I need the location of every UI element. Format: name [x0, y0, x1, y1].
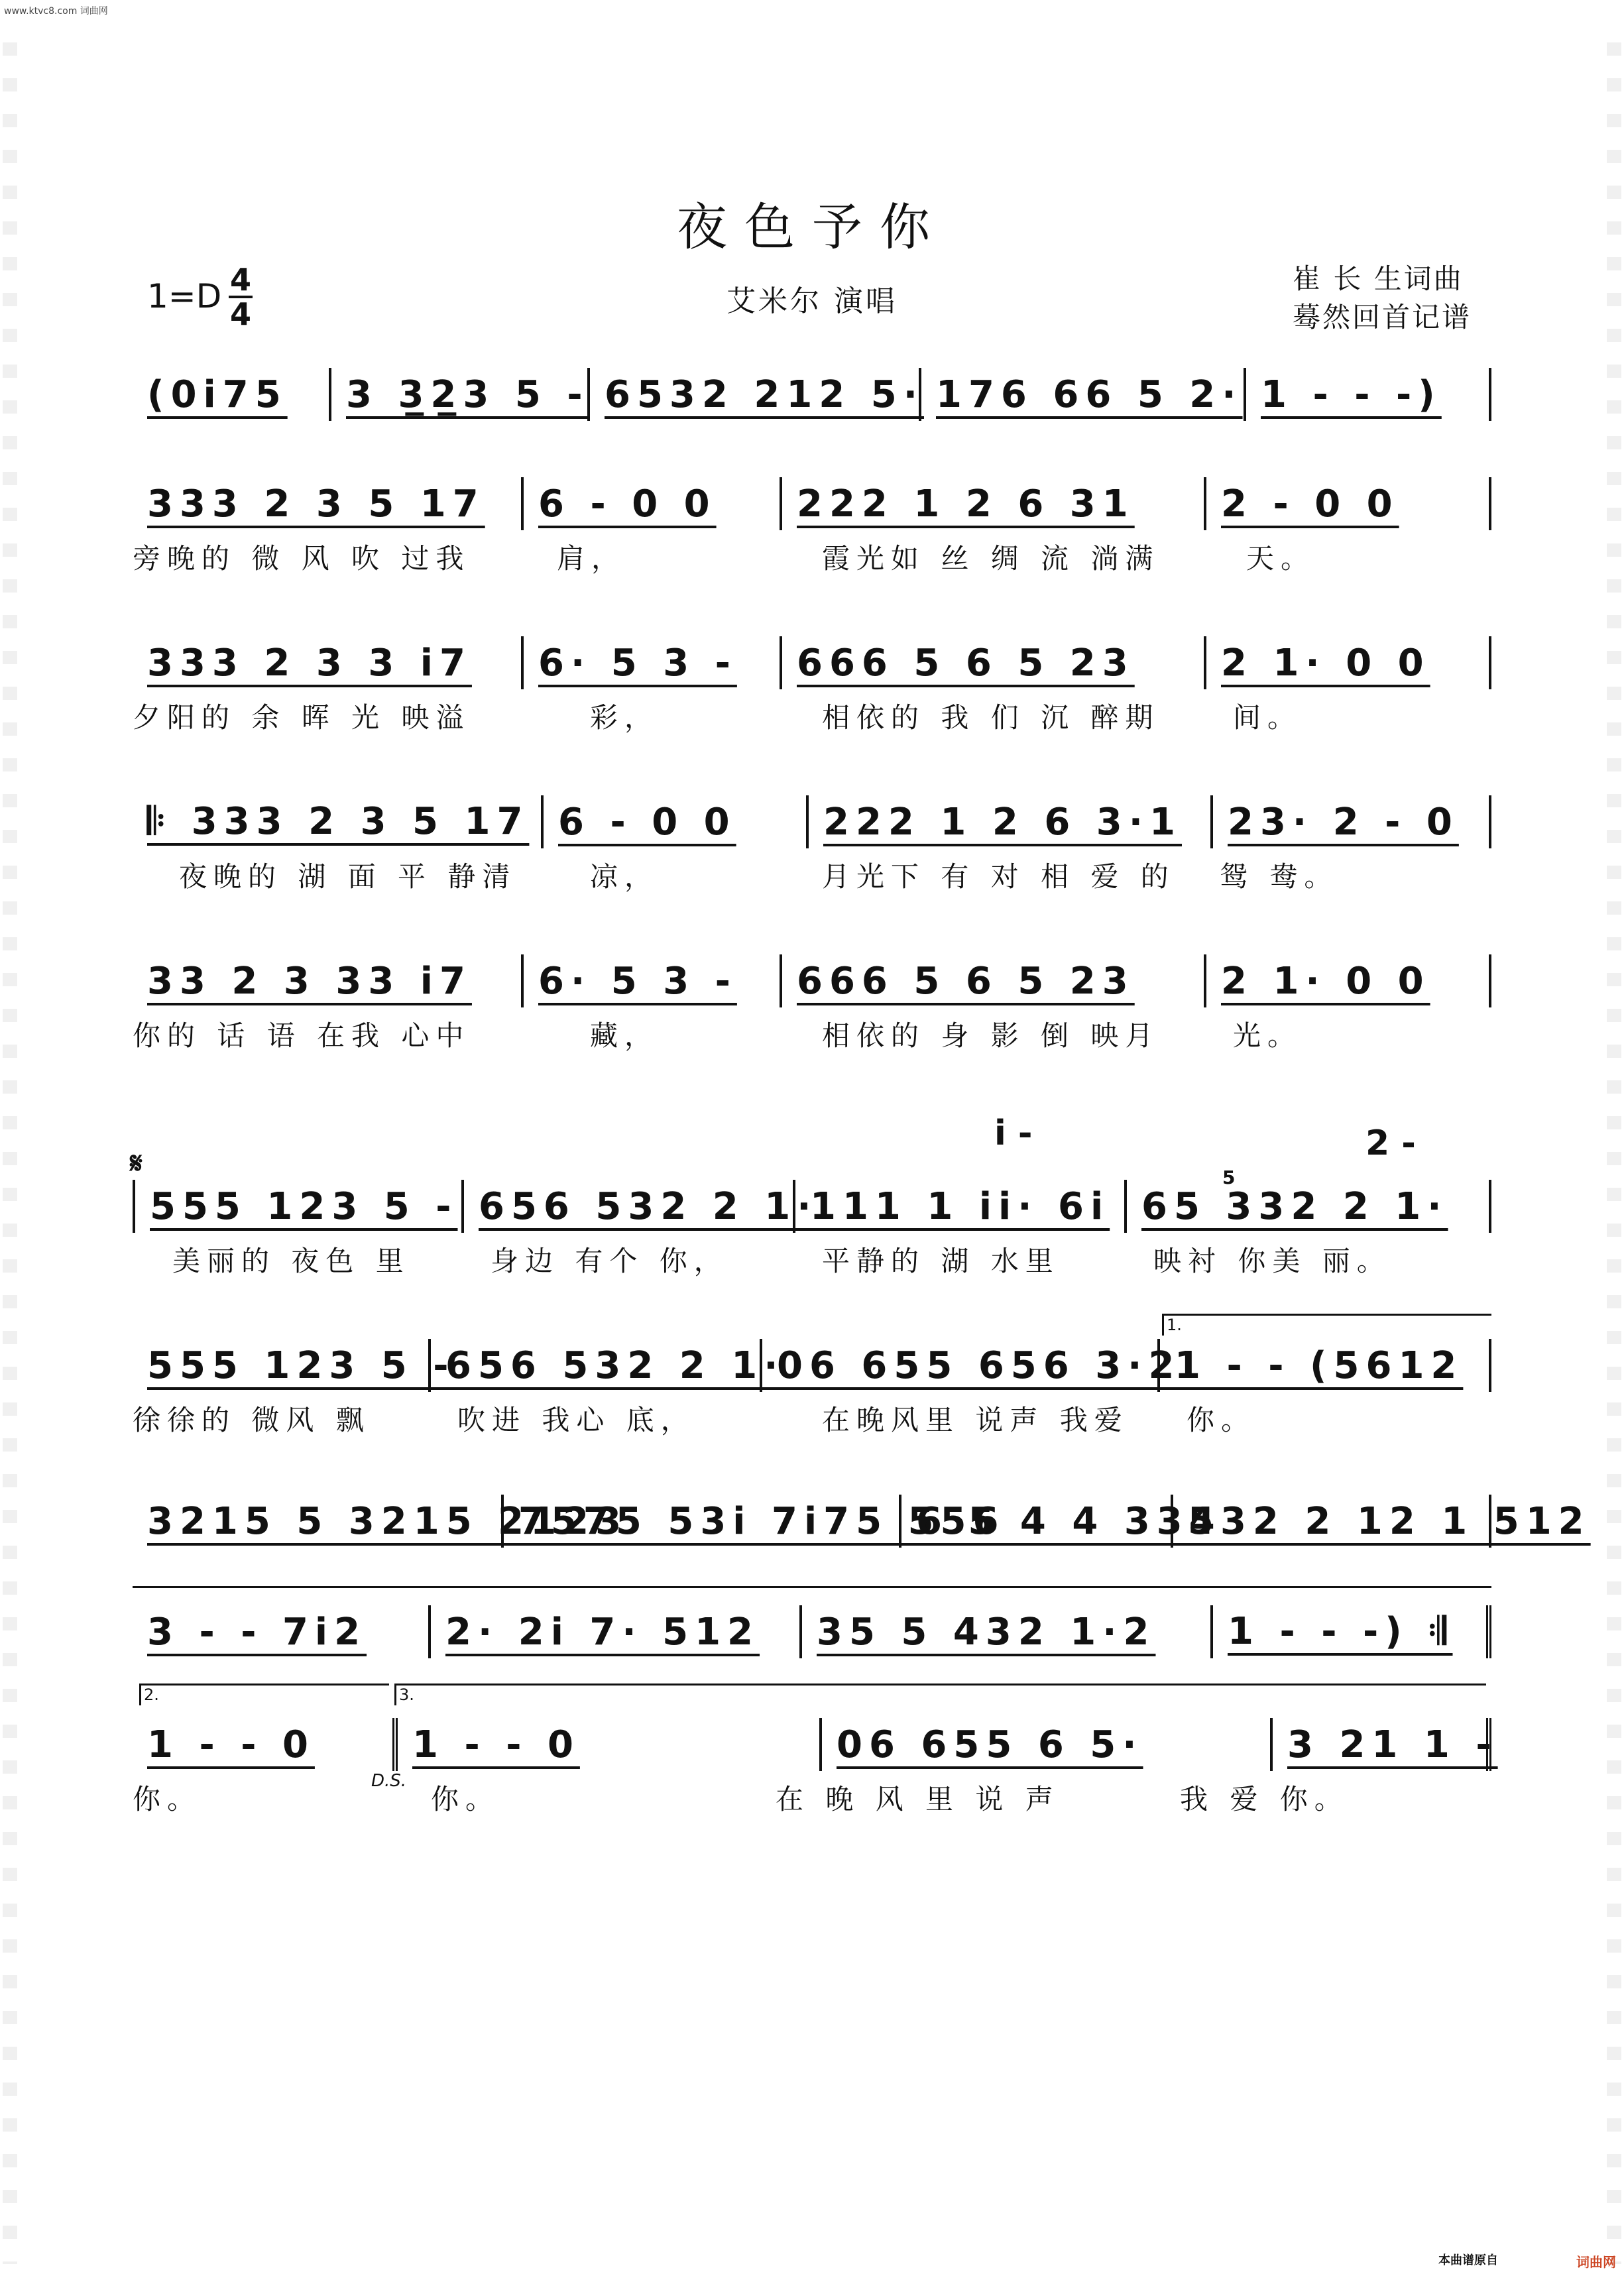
score-system [133, 795, 1491, 895]
lyric-line: 你的 话 语 在我 心中 [133, 1019, 471, 1052]
measure: 1 - - 0 [412, 1723, 580, 1766]
lyric-line: 旁晚的 微 风 吹 过我 [133, 542, 471, 575]
score-system [133, 477, 1491, 577]
lyric-line: 藏， [590, 1019, 660, 1052]
time-denominator: 4 [229, 296, 251, 332]
lyric-line: 身边 有个 你， [491, 1245, 728, 1277]
score-system [133, 368, 1491, 421]
lyric-line: 夜晚的 湖 面 平 静清 [179, 860, 517, 893]
lyric-line: 在晚风里 说声 我爱 [822, 1404, 1129, 1436]
lyric-line: 我 爱 你。 [1180, 1783, 1349, 1815]
lyric-line: 平静的 湖 水里 [822, 1245, 1060, 1277]
measure: 656 532 2 1· [479, 1184, 818, 1228]
measure: 33 2 3 33 i7 [147, 959, 472, 1003]
lyric-line: 彩， [590, 701, 660, 734]
measure: 35 5 432 1·2 [817, 1610, 1156, 1654]
measure: 2· 2i 7· 512 [445, 1610, 760, 1654]
left-margin-pattern [3, 20, 17, 2264]
measure: 1 - - -) [1261, 372, 1442, 416]
segno-sign: 𝄋 [130, 1147, 143, 1180]
lyric-line: 你。 [1187, 1404, 1256, 1436]
measure: 555 123 5 - [147, 1343, 455, 1387]
measure: 6· 5 3 - [538, 641, 737, 685]
lyric-line: 你。 [431, 1783, 500, 1815]
upper-notes: i - [994, 1113, 1033, 1153]
lyric-line: 鸳 鸯。 [1220, 860, 1339, 893]
time-numerator: 4 [229, 262, 251, 298]
measure: 23· 2 - 0 [1228, 800, 1459, 844]
measure: 𝄆 333 2 3 5 17 [147, 800, 530, 843]
score-system [133, 1339, 1491, 1438]
measure: 656 532 2 1· [445, 1343, 785, 1387]
measure: 6 5 4 4 334 [916, 1499, 1222, 1543]
volta-bracket [1162, 1314, 1491, 1336]
grace-note: 5 [1222, 1167, 1236, 1188]
volta-bracket [394, 1684, 1486, 1705]
lyric-line: 光。 [1233, 1019, 1303, 1052]
measure: 333 2 3 5 17 [147, 482, 485, 526]
lyric-line: 映衬 你美 丽。 [1153, 1245, 1391, 1277]
measure: 6 - 0 0 [538, 482, 717, 526]
measure: 06 655 6 5· [837, 1723, 1143, 1766]
volta-label: 1. [1167, 1316, 1182, 1334]
measure: 1 - - (5612 [1175, 1343, 1464, 1387]
lyric-line: 霞光如 丝 绸 流 淌满 [822, 542, 1160, 575]
score-system [133, 954, 1491, 1054]
lyric-line: 肩， [557, 542, 626, 575]
score-system [133, 636, 1491, 736]
measure: (0i75 [147, 372, 288, 416]
volta-label: 3. [399, 1685, 414, 1704]
composer-credit: 崔 长 生词曲 [1293, 262, 1464, 295]
measure: 555 123 5 - [150, 1184, 458, 1228]
measure: 3 3̲2̲3 5 - [346, 372, 589, 416]
footer-source: 本曲谱原自 [1438, 2254, 1498, 2267]
measure: 2 1· 0 0 [1221, 641, 1430, 685]
measure: 1 - - 0 [147, 1723, 315, 1766]
measure: 6532 212 5· [605, 372, 924, 416]
measure: 6 - 0 0 [558, 800, 736, 844]
lyric-line: 你。 [133, 1783, 202, 1815]
upper-notes: 2 - [1365, 1123, 1416, 1163]
volta-label: 2. [144, 1685, 159, 1704]
measure: 666 5 6 5 23 [797, 641, 1135, 685]
measure: 7575 53i 7i75 556 [518, 1499, 1006, 1543]
arranger-credit: 蓦然回首记谱 [1293, 301, 1472, 333]
volta-bracket [139, 1684, 389, 1705]
measure: 532 2 12 1 512 [1188, 1499, 1591, 1543]
measure: 333 2 3 3 i7 [147, 641, 472, 685]
lyric-line: 凉， [590, 860, 660, 893]
measure: 2 1· 0 0 [1221, 959, 1430, 1003]
lyric-line: 相依的 我 们 沉 醉期 [822, 701, 1160, 734]
singer: 艾米尔 演唱 [726, 284, 898, 318]
measure: 2 - 0 0 [1221, 482, 1399, 526]
measure: 3 21 1 - [1287, 1723, 1498, 1766]
measure: 65 332 2 1· [1141, 1184, 1448, 1228]
measure: 6· 5 3 - [538, 959, 737, 1003]
right-margin-pattern [1607, 20, 1621, 2264]
lyric-line: 徐徐的 微风 飘 [133, 1404, 371, 1436]
measure: 111 1 ii· 6i [810, 1184, 1110, 1228]
measure: 222 1 2 6 3·1 [823, 800, 1182, 844]
lyric-line: 夕阳的 余 晖 光 映溢 [133, 701, 471, 734]
measure: 666 5 6 5 23 [797, 959, 1135, 1003]
lyric-line: 天。 [1246, 542, 1316, 575]
measure: 222 1 2 6 31 [797, 482, 1135, 526]
measure: 1 - - -) 𝄇 [1228, 1610, 1453, 1653]
time-signature [229, 264, 253, 330]
score-system [133, 1718, 1498, 1817]
measure: 3 - - 7i2 [147, 1610, 367, 1654]
score-system [133, 1495, 1591, 1548]
footer-logo: 词曲网 [1576, 2254, 1616, 2270]
lyric-line: 月光下 有 对 相 爱 的 [822, 860, 1175, 893]
ds-mark: D.S. [371, 1771, 407, 1791]
score-system [133, 1180, 1491, 1279]
measure: 06 655 656 3·2 [777, 1343, 1181, 1387]
score-system [133, 1605, 1491, 1658]
lyric-line: 间。 [1233, 701, 1303, 734]
divider-line [133, 1586, 1491, 1588]
song-title: 夜色予你 [677, 198, 947, 257]
lyric-line: 吹进 我心 底， [457, 1404, 695, 1436]
measure: 176 66 5 2· [936, 372, 1243, 416]
source-url: www.ktvc8.com 词曲网 [4, 6, 108, 17]
key-signature: 1=D [147, 277, 222, 315]
measure: 3215 5 3215 2123 [147, 1499, 628, 1543]
lyric-line: 在 晚 风 里 说 声 [776, 1783, 1060, 1815]
lyric-line: 美丽的 夜色 里 [172, 1245, 410, 1277]
lyric-line: 相依的 身 影 倒 映月 [822, 1019, 1160, 1052]
